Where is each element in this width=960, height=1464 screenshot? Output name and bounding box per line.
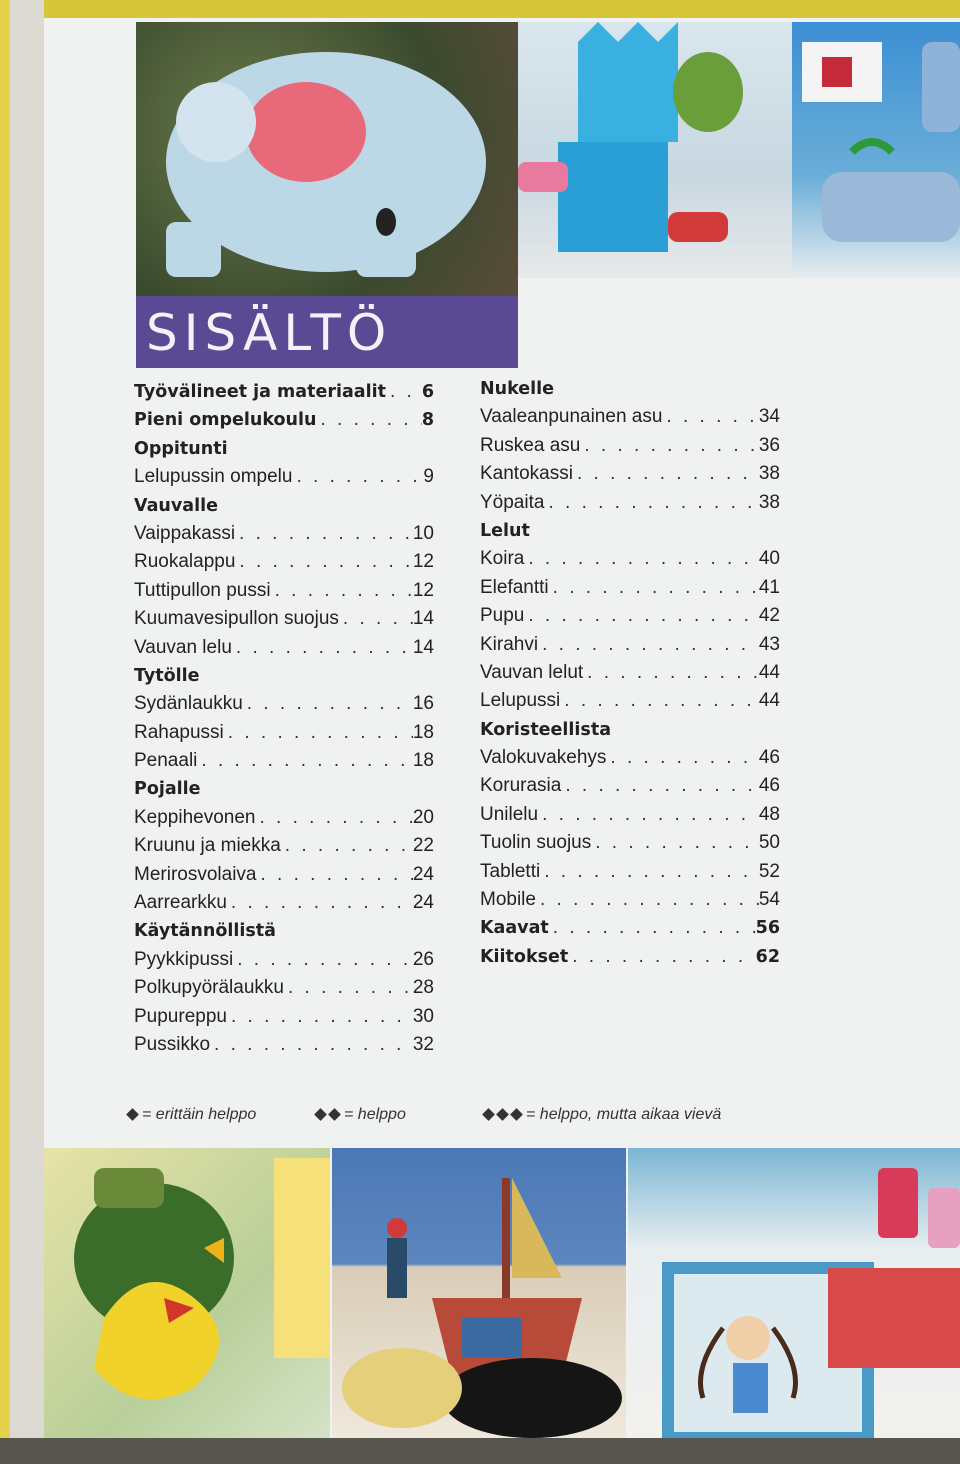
toc-entry	[480, 829, 780, 857]
toc-page-number: 56	[755, 918, 780, 939]
toc-entry-title: Kuumavesipullon suojus	[134, 608, 339, 630]
toc-dot-leader	[560, 687, 759, 715]
toc-entry-title: Sydänlaukku	[134, 693, 243, 715]
toc-entry-title: Pyykkipussi	[134, 948, 234, 970]
toc-entry	[480, 687, 780, 715]
toc-page-number: 43	[758, 633, 780, 655]
toc-page-number: 24	[412, 863, 434, 885]
toc-entry	[134, 889, 434, 917]
toc-page-number: 9	[423, 466, 434, 488]
toc-entry	[134, 463, 434, 491]
legend-text: = erittäin helppo	[142, 1106, 257, 1123]
toc-page-number: 12	[412, 551, 434, 573]
toc-entry	[480, 943, 780, 971]
toc-entry	[134, 577, 434, 605]
toc-page-number: 26	[412, 948, 434, 970]
toc-entry-title: Kaavat	[480, 918, 549, 939]
toc-entry	[480, 772, 780, 800]
diamond-icon	[496, 1108, 509, 1121]
toc-entry	[480, 432, 780, 460]
toc-entry-title: Lelupussin ompelu	[134, 466, 293, 488]
toc-column-right	[480, 375, 780, 971]
chair-cover-photo	[518, 22, 792, 278]
toc-page-number: 62	[755, 946, 780, 967]
toc-dot-leader	[536, 886, 759, 914]
toc-dot-leader	[292, 463, 423, 491]
toc-entry-title: Lelupussi	[480, 690, 561, 712]
toc-entry-title: Kantokassi	[480, 463, 573, 485]
toc-entry	[134, 520, 434, 548]
toc-entry-title: Merirosvolaiva	[134, 863, 257, 885]
toc-entry-title: Tuttipullon pussi	[134, 579, 271, 601]
toc-dot-leader	[227, 889, 413, 917]
toc-entry-title: Koira	[480, 548, 525, 570]
toc-page-number: 46	[758, 747, 780, 769]
airplane-toy-photo	[792, 22, 960, 278]
toc-entry	[134, 406, 434, 434]
toc-entry-title: Rahapussi	[134, 721, 224, 743]
toc-dot-leader	[580, 432, 759, 460]
toc-dot-leader	[386, 378, 422, 406]
toc-dot-leader	[591, 829, 759, 857]
toc-dot-leader	[339, 605, 413, 633]
toc-entry-title: Tuolin suojus	[480, 832, 592, 854]
toc-entry	[480, 858, 780, 886]
toc-section-heading: Nukelle	[480, 379, 555, 399]
toc-section-heading: Oppitunti	[134, 438, 228, 459]
toc-entry-title: Ruskea asu	[480, 434, 581, 456]
toc-dot-leader	[256, 804, 413, 832]
toc-page-number: 18	[412, 750, 434, 772]
toc-entry-title: Pupu	[480, 605, 525, 627]
toc-page-number: 42	[758, 605, 780, 627]
toc-page-number: 8	[421, 410, 434, 431]
toc-section-heading: Koristeellista	[480, 719, 612, 740]
toc-entry	[480, 545, 780, 573]
toc-dot-leader	[549, 914, 756, 942]
toc-entry-title: Pieni ompelukoulu	[134, 410, 317, 431]
toc-entry	[134, 946, 434, 974]
toc-page-number: 14	[412, 608, 434, 630]
toc-page-number: 30	[412, 1005, 434, 1027]
toc-entry-title: Pussikko	[134, 1033, 211, 1055]
toc-entry-title: Vauvan lelut	[480, 661, 584, 683]
toc-entry	[480, 914, 780, 942]
toc-dot-leader	[271, 577, 413, 605]
toc-page-number: 20	[412, 806, 434, 828]
diamond-icon	[328, 1108, 341, 1121]
toc-dot-leader	[538, 801, 759, 829]
toc-dot-leader	[568, 943, 755, 971]
toc-dot-leader	[538, 631, 759, 659]
toc-entry	[480, 403, 780, 431]
toc-entry-title: Vaippakassi	[134, 522, 236, 544]
toc-entry	[480, 460, 780, 488]
toc-dot-leader	[524, 545, 759, 573]
toc-page-number: 36	[758, 434, 780, 456]
toc-section-heading: Pojalle	[134, 779, 201, 800]
toc-dot-leader	[544, 489, 758, 517]
toc-section-heading: Käytännöllistä	[134, 921, 276, 942]
toc-entry	[134, 747, 434, 775]
toc-dot-leader	[583, 659, 759, 687]
toc-page-number: 28	[412, 977, 434, 999]
toc-entry	[134, 719, 434, 747]
toc-dot-leader	[235, 548, 412, 576]
toc-entry-title: Keppihevonen	[134, 806, 256, 828]
toc-page-number: 12	[412, 579, 434, 601]
toc-entry-title: Polkupyörälaukku	[134, 977, 284, 999]
toc-page-number: 40	[758, 548, 780, 570]
toc-page-number: 14	[412, 636, 434, 658]
diamond-icon	[482, 1108, 495, 1121]
toc-entry-title: Kiitokset	[480, 946, 569, 967]
diamond-icon	[510, 1108, 523, 1121]
toc-page-number: 32	[412, 1033, 434, 1055]
pirate-ship-photo	[332, 1148, 626, 1438]
toc-entry	[134, 804, 434, 832]
table-surface	[0, 1438, 960, 1464]
toc-dot-leader	[316, 406, 421, 434]
book-spine	[0, 0, 44, 1464]
toc-page-number: 52	[758, 860, 780, 882]
toc-entry	[134, 548, 434, 576]
toc-dot-leader	[210, 1031, 413, 1059]
toc-entry	[480, 744, 780, 772]
toc-entry	[134, 861, 434, 889]
toc-entry-title: Ruokalappu	[134, 551, 236, 573]
toc-entry	[134, 690, 434, 718]
toc-page-number: 16	[412, 693, 434, 715]
toc-page-number: 34	[758, 406, 780, 428]
page-title: SISÄLTÖ	[146, 304, 393, 362]
toc-section-heading: Tytölle	[134, 665, 200, 686]
toc-page-number: 6	[421, 382, 434, 402]
toc-entry	[134, 378, 434, 406]
legend-easy-but-slow	[484, 1106, 721, 1124]
toc-entry	[480, 886, 780, 914]
legend-text: = helppo, mutta aikaa vievä	[526, 1106, 722, 1123]
toc-entry-title: Vaaleanpunainen asu	[480, 406, 663, 428]
toc-entry-title: Työvälineet ja materiaalit	[134, 382, 386, 402]
book-page	[44, 18, 960, 1438]
toc-entry-title: Elefantti	[480, 576, 549, 598]
toc-entry-title: Valokuvakehys	[480, 747, 607, 769]
elephant-pillow-photo	[136, 22, 518, 298]
book-cover-edge	[44, 0, 960, 18]
toc-entry-title: Yöpaita	[480, 491, 545, 513]
toc-page-number: 24	[412, 892, 434, 914]
contents-title-band	[136, 296, 518, 368]
toc-entry	[480, 489, 780, 517]
diamond-icon	[126, 1108, 139, 1121]
toc-entry	[134, 605, 434, 633]
toc-page-number: 41	[758, 576, 780, 598]
toc-dot-leader	[281, 832, 413, 860]
toc-entry	[480, 574, 780, 602]
toc-dot-leader	[227, 1003, 413, 1031]
toc-page-number: 22	[412, 835, 434, 857]
toc-dot-leader	[573, 460, 759, 488]
placemat-photo	[628, 1148, 960, 1438]
toc-entry	[480, 602, 780, 630]
toc-dot-leader	[549, 574, 759, 602]
toc-page-number: 44	[758, 690, 780, 712]
toc-page-number: 18	[412, 721, 434, 743]
toc-entry-title: Unilelu	[480, 803, 539, 825]
toc-section-heading: Vauvalle	[134, 495, 218, 516]
toc-dot-leader	[606, 744, 758, 772]
toc-page-number: 38	[758, 491, 780, 513]
toc-entry-title: Pupureppu	[134, 1005, 227, 1027]
toc-dot-leader	[284, 974, 413, 1002]
legend-easy	[316, 1106, 406, 1124]
toc-entry	[134, 1003, 434, 1031]
hot-water-bottle-photo	[44, 1148, 330, 1438]
toc-section-heading: Lelut	[480, 520, 530, 541]
toc-page-number: 44	[758, 661, 780, 683]
toc-column-left	[134, 378, 434, 1059]
toc-entry-title: Mobile	[480, 889, 536, 911]
toc-dot-leader	[243, 690, 413, 718]
toc-entry	[480, 659, 780, 687]
toc-entry	[134, 974, 434, 1002]
toc-dot-leader	[197, 747, 412, 775]
legend-text: = helppo	[344, 1106, 406, 1123]
toc-page-number: 50	[758, 832, 780, 854]
toc-dot-leader	[256, 861, 412, 889]
toc-entry-title: Korurasia	[480, 775, 562, 797]
toc-dot-leader	[232, 634, 413, 662]
toc-page-number: 48	[758, 803, 780, 825]
diamond-icon	[314, 1108, 327, 1121]
toc-dot-leader	[540, 858, 759, 886]
legend-very-easy	[128, 1106, 256, 1124]
toc-entry	[134, 1031, 434, 1059]
toc-dot-leader	[662, 403, 758, 431]
toc-entry-title: Vauvan lelu	[134, 636, 232, 658]
toc-entry	[480, 631, 780, 659]
toc-entry-title: Penaali	[134, 750, 198, 772]
toc-dot-leader	[524, 602, 758, 630]
toc-page-number: 46	[758, 775, 780, 797]
toc-entry-title: Kruunu ja miekka	[134, 835, 281, 857]
toc-page-number: 54	[758, 889, 780, 911]
toc-entry-title: Aarrearkku	[134, 892, 227, 914]
toc-page-number: 10	[412, 522, 434, 544]
toc-entry	[480, 801, 780, 829]
toc-page-number: 38	[758, 463, 780, 485]
toc-entry	[134, 832, 434, 860]
toc-dot-leader	[233, 946, 413, 974]
toc-dot-leader	[235, 520, 413, 548]
toc-dot-leader	[561, 772, 759, 800]
toc-entry-title: Tabletti	[480, 860, 541, 882]
toc-dot-leader	[224, 719, 413, 747]
toc-entry-title: Kirahvi	[480, 633, 539, 655]
toc-entry	[134, 634, 434, 662]
